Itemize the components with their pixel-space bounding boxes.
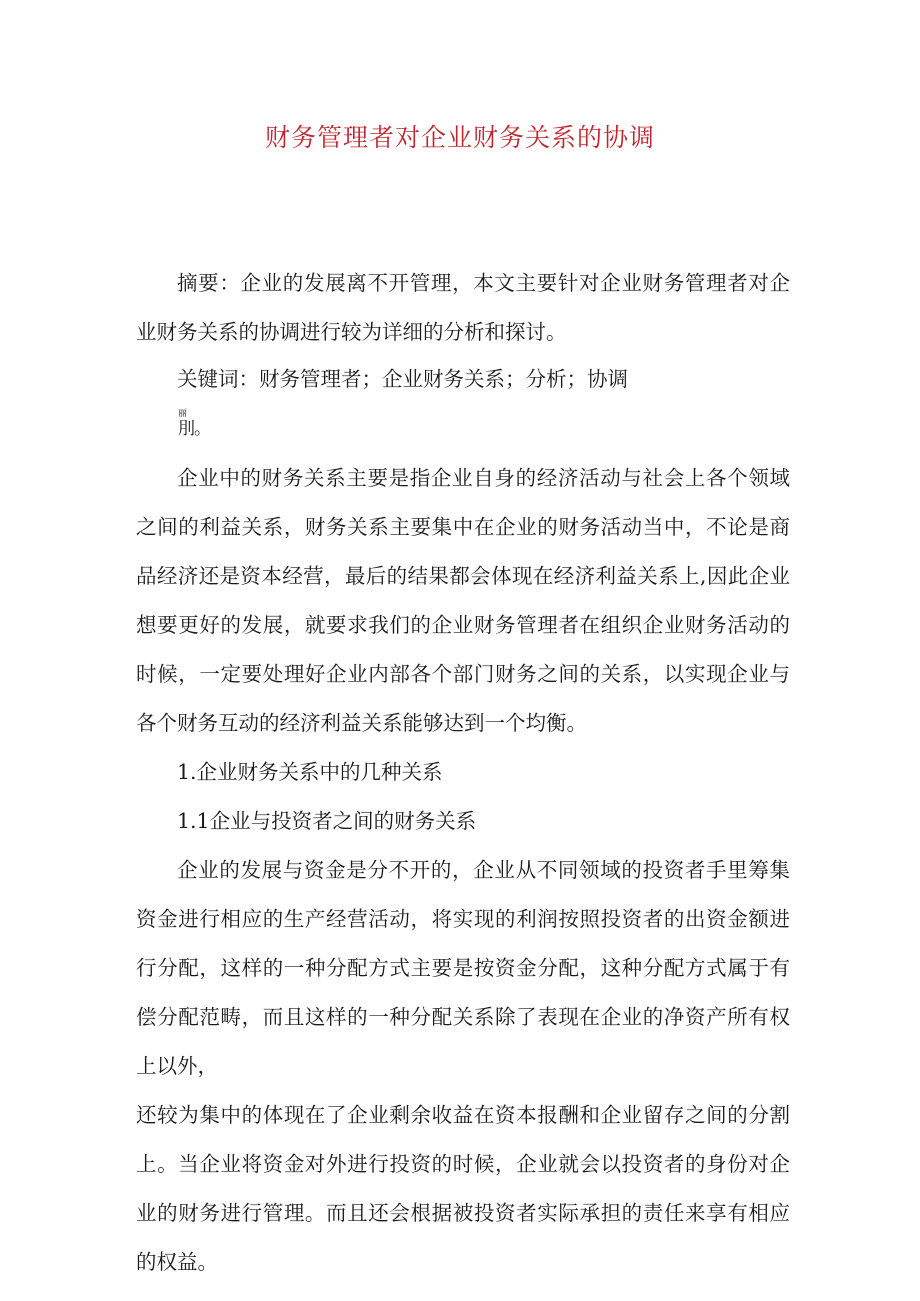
document-title: 财务管理者对企业财务关系的协调 [264,123,655,152]
preface-heading [178,410,210,439]
keywords-section [136,355,790,404]
keywords-paragraph: 关键词：财务管理者；企业财务关系；分析；协调 [177,367,628,391]
intro-paragraph: 企业中的财务关系主要是指企业自身的经济活动与社会上各个领域之间的利益关系，财务关系主要集中在企业的财务活动当中，不论是商品经济还是资本经营，最后的结果都会体现在经济利益关系上,因此企业想要更好的发展，就要求我们的企业财务管理者在组织企业财务活动的时候，一定要处理好企业内部各个部门财务之间的关系，以实现企业与各个财务互动的经济利益关系能够达到一个均衡。 [136,466,790,735]
section-heading-1 [136,748,790,797]
preface-heading-garbled-main: 刖。 [178,419,210,439]
intro-section [136,454,790,748]
section-heading-1-text: 1.企业财务关系中的几种关系 [177,760,443,784]
investor-paragraph: 企业的发展与资金是分不开的，企业从不同领域的投资者手里筹集资金进行相应的生产经营活动，将实现的利润按照投资者的出资金额进行分配，这样的一种分配方式主要是按资金分配，这种分配方式属于有偿分配范畴，而且这样的一种分配关系除了表现在企业的净资产所有权上以外， [136,858,790,1078]
section-heading-1-1-text: 1.1企业与投资者之间的财务关系 [177,809,477,833]
abstract-section [136,259,790,357]
abstract-paragraph: 摘要：企业的发展离不开管理，本文主要针对企业财务管理者对企业财务关系的协调进行较为详细的分析和探讨。 [136,271,790,344]
section-heading-1-1 [136,797,790,846]
preface-heading-garbled-top: 丽 [178,409,188,419]
investor-paragraph-continued: 还较为集中的体现在了企业剩余收益在资本报酬和企业留存之间的分割上。当企业将资金对外进行投资的时候，企业就会以投资者的身份对企业的财务进行管理。而且还会根据被投资者实际承担的责任来享有相应的权益。 [136,1103,790,1274]
investor-section [136,846,790,1287]
